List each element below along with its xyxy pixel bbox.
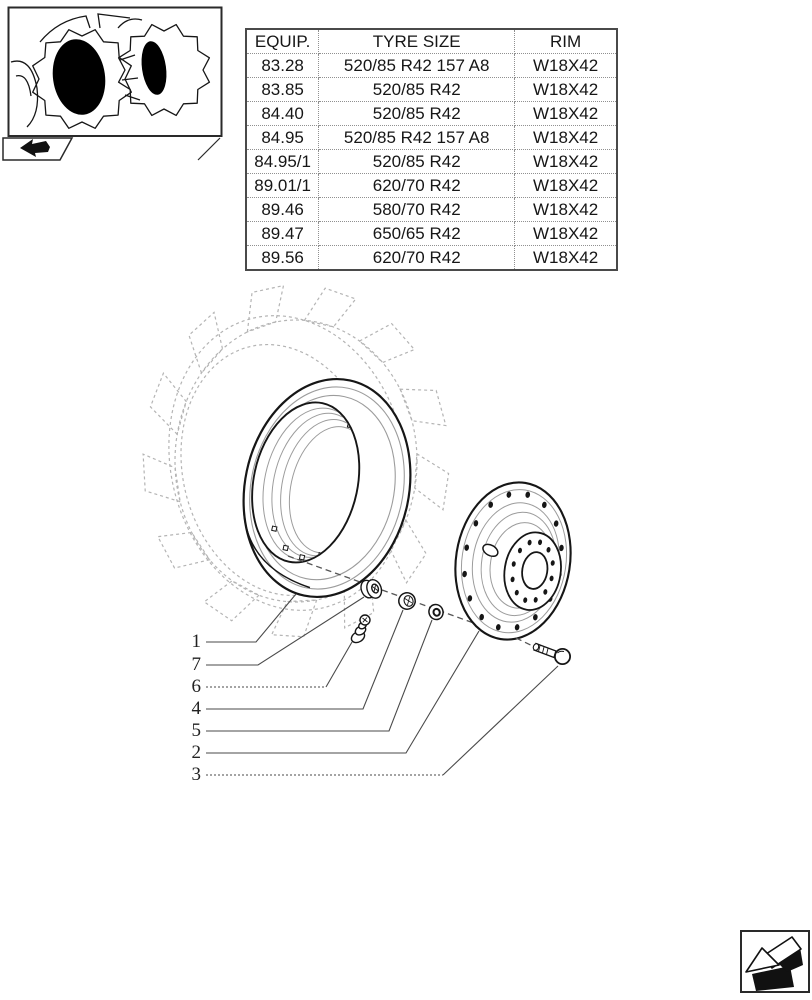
tyre-lug: [158, 532, 210, 568]
table-cell: W18X42: [515, 198, 617, 222]
column-header-rim: RIM: [515, 29, 617, 54]
table-cell: 520/85 R42: [319, 150, 515, 174]
callout-label-6: 6: [191, 676, 201, 697]
table-cell: 89.56: [246, 246, 319, 271]
callout-label-4: 4: [191, 698, 201, 719]
table-cell: 84.40: [246, 102, 319, 126]
callout-label-1: 1: [191, 631, 201, 652]
table-cell: 650/65 R42: [319, 222, 515, 246]
table-cell: 89.01/1: [246, 174, 319, 198]
wheel-rim: [224, 363, 430, 612]
table-header-row: [246, 29, 617, 54]
table-cell: W18X42: [515, 54, 617, 78]
section-thumbnail: [9, 8, 222, 137]
leader-line-1: [206, 594, 296, 642]
next-page-nav-box[interactable]: [741, 931, 809, 992]
table-cell: 89.46: [246, 198, 319, 222]
leader-line-4: [206, 610, 403, 709]
tyre-lug: [204, 581, 259, 621]
leader-line-6-tail: [326, 642, 352, 687]
table-row: [246, 150, 617, 174]
part-round-nut: [396, 590, 417, 611]
table-cell: 580/70 R42: [319, 198, 515, 222]
column-header-equip: EQUIP.: [246, 29, 319, 54]
callout-label-3: 3: [191, 764, 201, 785]
table-cell: 520/85 R42 157 A8: [319, 126, 515, 150]
part-valve-stem: [349, 615, 370, 645]
leader-line-5: [206, 620, 432, 731]
tyre-lug: [304, 288, 355, 327]
table-cell: W18X42: [515, 102, 617, 126]
table-cell: 520/85 R42: [319, 78, 515, 102]
tab-fold-line: [198, 138, 220, 160]
table-cell: W18X42: [515, 78, 617, 102]
tyre-lug: [247, 286, 283, 332]
table-cell: 620/70 R42: [319, 246, 515, 271]
leader-line-3-tail: [443, 666, 558, 775]
table-row: [246, 174, 617, 198]
tyre-lug: [360, 324, 415, 363]
tyre-lug: [400, 389, 446, 425]
table-row: [246, 222, 617, 246]
part-washer: [427, 602, 445, 621]
table-cell: 83.85: [246, 78, 319, 102]
table-row: [246, 78, 617, 102]
table-cell: W18X42: [515, 150, 617, 174]
tyre-equipment-table: [245, 28, 618, 271]
table-cell: 83.28: [246, 54, 319, 78]
table-cell: 520/85 R42: [319, 102, 515, 126]
table-cell: 84.95/1: [246, 150, 319, 174]
table-body: [246, 54, 617, 271]
column-header-tyre-size: TYRE SIZE: [319, 29, 515, 54]
rim-square-hole: [272, 526, 277, 531]
table-cell: W18X42: [515, 174, 617, 198]
callout-label-2: 2: [191, 742, 201, 763]
table-cell: 520/85 R42 157 A8: [319, 54, 515, 78]
callout-label-5: 5: [191, 720, 201, 741]
tyre-lug: [143, 454, 180, 502]
part-bolt: [532, 643, 570, 664]
table-cell: W18X42: [515, 222, 617, 246]
table-row: [246, 246, 617, 271]
table-cell: W18X42: [515, 246, 617, 271]
prev-section-tab[interactable]: [3, 138, 72, 160]
table-row: [246, 126, 617, 150]
wheel-disc: [444, 474, 581, 648]
table-cell: 620/70 R42: [319, 174, 515, 198]
leader-line-2: [206, 631, 479, 753]
callout-label-7: 7: [191, 654, 201, 675]
rim-square-hole: [283, 545, 288, 550]
table-cell: 89.47: [246, 222, 319, 246]
table-row: [246, 54, 617, 78]
tyre-lug: [415, 454, 449, 510]
table-cell: W18X42: [515, 126, 617, 150]
table-cell: 84.95: [246, 126, 319, 150]
table-row: [246, 198, 617, 222]
rim-square-hole: [299, 555, 304, 560]
table-row: [246, 102, 617, 126]
